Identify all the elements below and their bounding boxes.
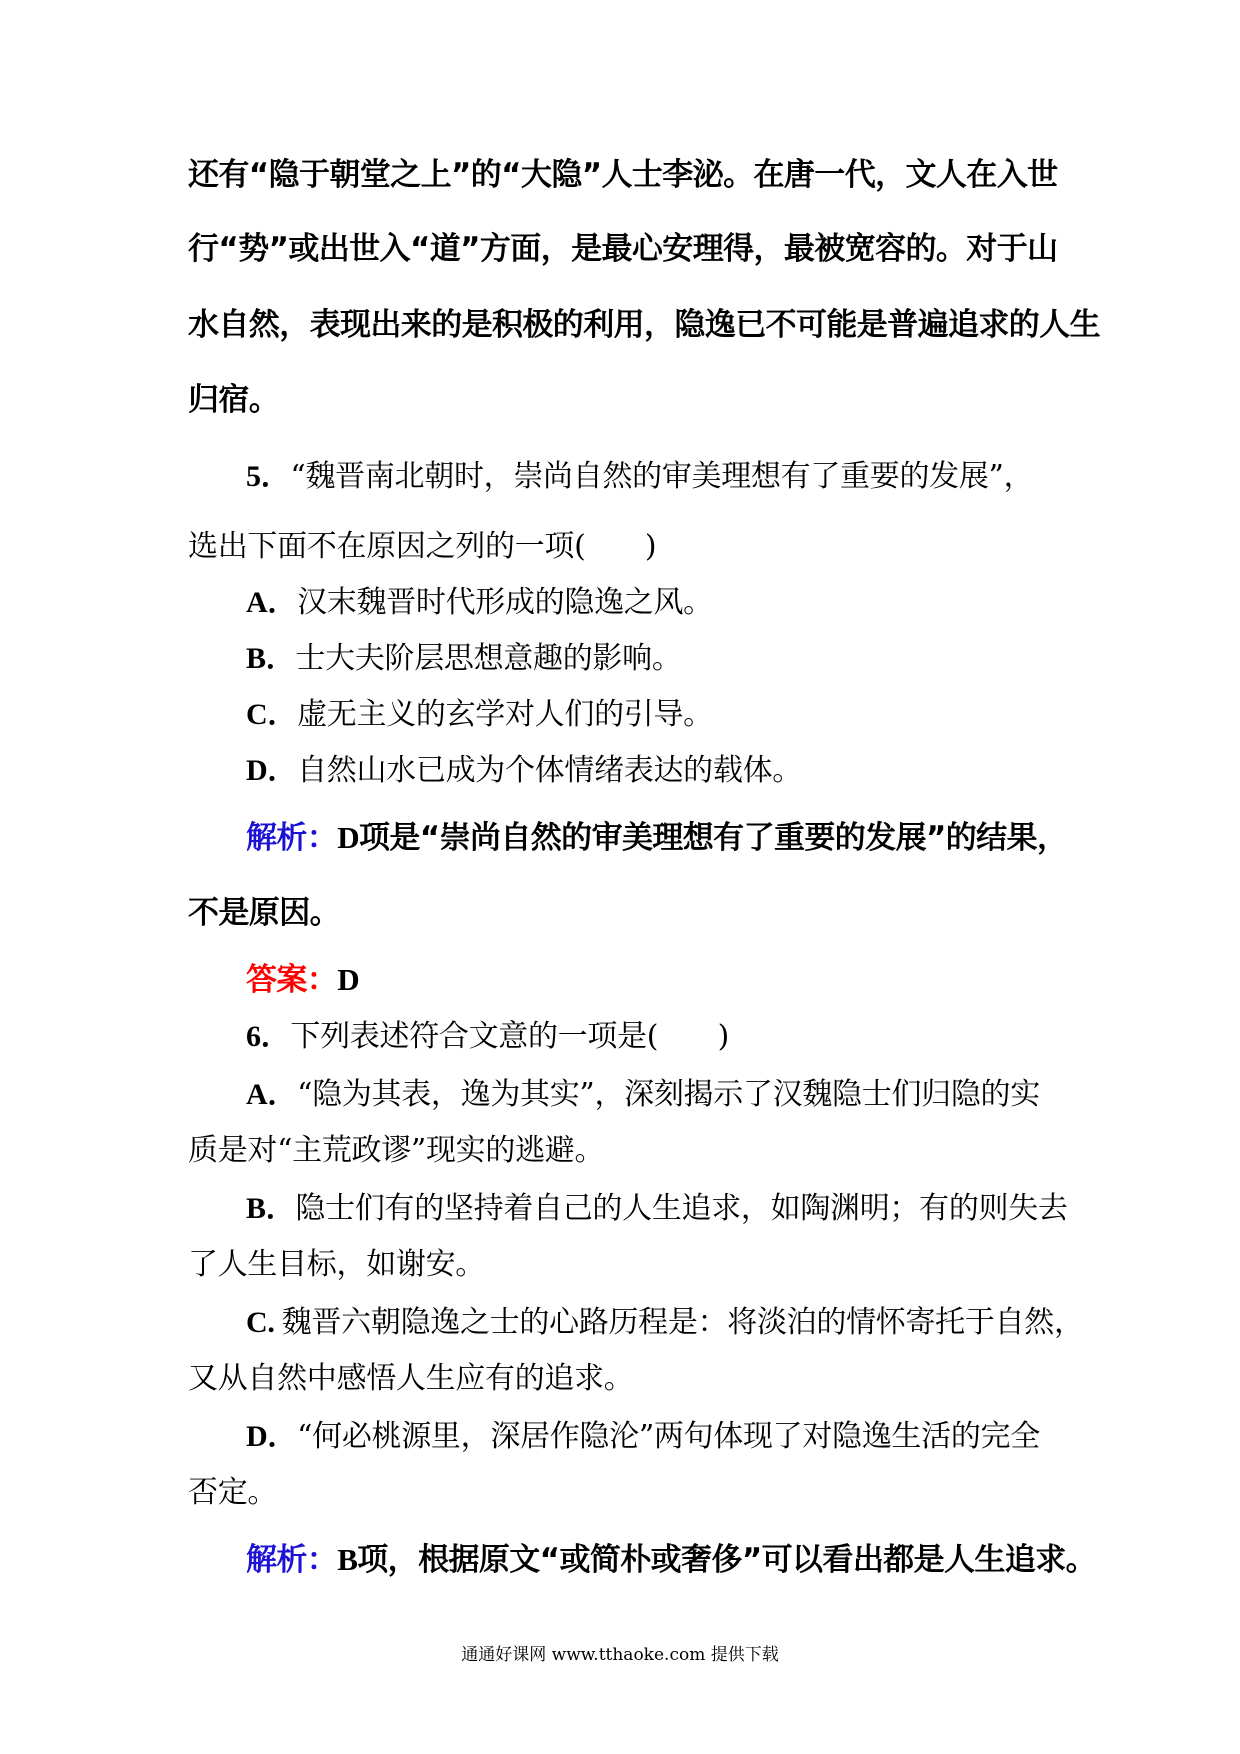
question-6-number: 6． <box>246 1020 291 1053</box>
question-6-option-b <box>246 1191 1068 1226</box>
question-5-number: 5． <box>246 460 291 493</box>
option-letter: D． <box>246 1420 298 1453</box>
question-5-analysis-line-2: 不是原因。 <box>188 895 340 931</box>
analysis-option-letter: D <box>337 820 359 855</box>
question-6-option-a <box>246 1077 1040 1112</box>
question-5-option-b <box>246 641 682 676</box>
analysis-text: 项，根据原文“或简朴或奢侈”可以看出都是人生追求。 <box>357 1542 1097 1578</box>
question-6-option-c-line-2: 又从自然中感悟人生应有的追求。 <box>188 1361 634 1396</box>
option-letter: A． <box>246 586 298 619</box>
option-text: 虚无主义的玄学对人们的引导。 <box>297 697 713 732</box>
passage-line-2: 行“势”或出世入“道”方面，是最心安理得，最被宽容的。对于山 <box>188 231 1058 267</box>
option-letter: B． <box>246 642 296 675</box>
option-text: “何必桃源里，深居作隐沦”两句体现了对隐逸生活的完全 <box>297 1419 1040 1454</box>
answer-label: 答案： <box>246 962 338 998</box>
question-5-option-c <box>246 697 713 732</box>
analysis-text: 项是“崇尚自然的审美理想有了重要的发展”的结果， <box>359 820 1068 856</box>
question-6-stem-text: 下列表述符合文意的一项是( ) <box>290 1019 730 1054</box>
option-letter: A． <box>246 1078 298 1111</box>
question-6-stem <box>246 1019 730 1054</box>
question-5-analysis <box>246 822 1067 854</box>
question-6-option-b-line-2: 了人生目标，如谢安。 <box>188 1247 485 1282</box>
option-letter: C． <box>246 698 298 731</box>
option-letter: B． <box>246 1192 296 1225</box>
question-5-stem <box>246 459 1034 494</box>
page-footer: 通通好课网 www.tthaoke.com 提供下载 <box>461 1645 779 1665</box>
passage-line-4: 归宿。 <box>188 382 280 418</box>
question-6-option-a-line-2: 质是对“主荒政谬”现实的逃避。 <box>188 1133 605 1168</box>
question-5-option-d <box>246 753 802 788</box>
question-5-answer <box>246 964 359 996</box>
question-5-option-a <box>246 585 713 620</box>
question-5-stem-line-2: 选出下面不在原因之列的一项( ) <box>188 529 657 564</box>
passage-line-1: 还有“隐于朝堂之上”的“大隐”人士李泌。在唐一代，文人在入世 <box>188 157 1058 193</box>
option-letter: D． <box>246 754 298 787</box>
analysis-option-letter: B <box>337 1542 358 1577</box>
question-6-analysis <box>246 1544 1096 1576</box>
question-5-stem-line-1: “魏晋南北朝时，崇尚自然的审美理想有了重要的发展”， <box>290 459 1034 494</box>
option-text: 汉末魏晋时代形成的隐逸之风。 <box>297 585 713 620</box>
option-text: 自然山水已成为个体情绪表达的载体。 <box>297 753 802 788</box>
question-6-option-d-line-2: 否定。 <box>188 1475 278 1510</box>
option-text: 隐士们有的坚持着自己的人生追求，如陶渊明；有的则失去 <box>295 1191 1068 1226</box>
answer-value: D <box>337 962 359 997</box>
option-text: 士大夫阶层思想意趣的影响。 <box>295 641 682 676</box>
question-6-option-d <box>246 1419 1040 1454</box>
passage-line-3: 水自然，表现出来的是积极的利用，隐逸已不可能是普遍追求的人生 <box>188 307 1100 343</box>
option-text: “隐为其表，逸为其实”，深刻揭示了汉魏隐士们归隐的实 <box>297 1077 1040 1112</box>
option-letter: C. <box>246 1306 282 1339</box>
analysis-label: 解析： <box>246 1542 338 1578</box>
option-text: 魏晋六朝隐逸之士的心路历程是：将淡泊的情怀寄托于自然， <box>281 1305 1084 1340</box>
analysis-label: 解析： <box>246 820 338 856</box>
question-6-option-c <box>246 1305 1084 1340</box>
